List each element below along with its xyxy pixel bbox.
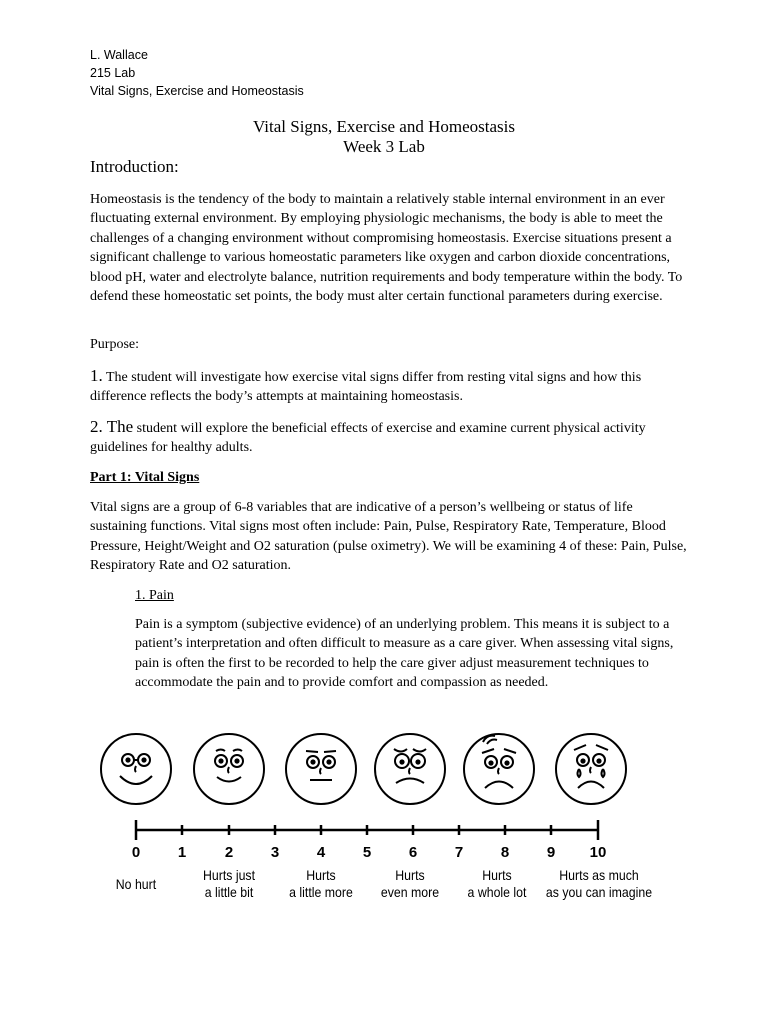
- face-hurts-whole-lot-icon: [464, 734, 534, 804]
- scale-number-10: 10: [589, 844, 607, 861]
- scale-label-4-line-2: a little more: [289, 884, 353, 900]
- purpose-item-1-text: The student will investigate how exercise vital signs differ from resting vital signs and how this difference reflects the body’s attempts at maintaining homeostasis.: [90, 370, 642, 405]
- pain-rating-scale: [90, 722, 690, 912]
- purpose-heading: Purpose:: [90, 337, 139, 352]
- title-line-1: Vital Signs, Exercise and Homeostasis: [253, 117, 515, 136]
- face-no-hurt-icon: [101, 734, 171, 804]
- scale-label-10: [533, 867, 665, 901]
- purpose-item-1-number: 1.: [90, 366, 103, 385]
- purpose-item-2-number: 2. The: [90, 417, 134, 436]
- scale-number-6: 6: [408, 844, 418, 861]
- scale-number-4: 4: [316, 844, 326, 861]
- introduction-heading: Introduction:: [90, 157, 179, 176]
- scale-number-9: 9: [546, 844, 556, 861]
- scale-label-6-line-2: even more: [380, 884, 440, 900]
- scale-label-0: [101, 876, 171, 893]
- scale-label-0-line-1: No hurt: [115, 876, 157, 892]
- face-hurts-even-more-icon: [375, 734, 445, 804]
- scale-label-2-line-2: a little bit: [204, 884, 254, 900]
- page-title: [0, 117, 768, 157]
- face-hurts-little-more-icon: [286, 734, 356, 804]
- face-hurts-worst-icon: [556, 734, 626, 804]
- scale-number-0: 0: [131, 844, 141, 861]
- scale-axis: [136, 820, 598, 840]
- vital-signs-paragraph: Vital signs are a group of 6-8 variables that are indicative of a person’s wellbeing or status of life sustaining functions. Vital signs most often include: Pain, Pulse, Respiratory Rate, Temperature, Blood Pressure, Height/Weight and O2 saturation (pulse oximetry). We will be examining 4 of these: Pain, Pulse, Respiratory Rate and O2 saturation.: [90, 500, 687, 574]
- document-header: [90, 46, 304, 100]
- course-name: 215 Lab: [90, 66, 136, 80]
- scale-label-6: [366, 867, 454, 901]
- scale-label-10-line-1: Hurts as much: [559, 867, 639, 883]
- part-1-heading: Part 1: Vital Signs: [90, 470, 200, 485]
- scale-label-2: [185, 867, 273, 901]
- scale-label-2-line-1: Hurts just: [202, 867, 256, 883]
- scale-label-8-line-1: Hurts: [482, 867, 512, 883]
- scale-label-4: [273, 867, 370, 901]
- purpose-item-2-text: student will explore the beneficial effects of exercise and examine current physical activity guidelines for healthy adults.: [90, 421, 646, 456]
- scale-label-6-line-1: Hurts: [395, 867, 425, 883]
- scale-label-4-line-1: Hurts: [306, 867, 336, 883]
- face-hurts-little-bit-icon: [194, 734, 264, 804]
- scale-label-10-line-2: as you can imagine: [545, 884, 653, 900]
- scale-label-8: [449, 867, 546, 901]
- pain-paragraph: Pain is a symptom (subjective evidence) of an underlying problem. This means it is subject to a patient’s interpretation and often difficult to measure as a care giver. When assessing vital signs, pain is often the first to be recorded to help the care giver adjust measurement techniques to accommodate the pain and to provide comfort and compassion as needed.: [135, 617, 674, 691]
- scale-number-3: 3: [270, 844, 280, 861]
- scale-number-5: 5: [362, 844, 372, 861]
- author-name: L. Wallace: [90, 48, 148, 62]
- scale-number-7: 7: [454, 844, 464, 861]
- introduction-paragraph: Homeostasis is the tendency of the body to maintain a relatively stable internal environment in an ever fluctuating external environment. By employing physiologic mechanisms, the body is able to meet the challenges of a changing environment without compromising homeostasis. Exercise situations present a significant challenge to various homeostatic parameters like oxygen and carbon dioxide concentrations, blood pH, water and electrolyte balance, nutrition requirements and body temperature within the body. To defend these homeostatic set points, the body must alter certain functional parameters during exercise.: [90, 192, 683, 305]
- scale-number-8: 8: [500, 844, 510, 861]
- scale-number-1: 1: [177, 844, 187, 861]
- title-line-2: Week 3 Lab: [343, 137, 425, 156]
- header-topic: Vital Signs, Exercise and Homeostasis: [90, 84, 304, 98]
- scale-label-8-line-2: a whole lot: [467, 884, 527, 900]
- scale-number-2: 2: [224, 844, 234, 861]
- pain-heading: 1. Pain: [135, 588, 174, 603]
- purpose-item-1: [90, 366, 690, 407]
- purpose-item-2: [90, 417, 690, 458]
